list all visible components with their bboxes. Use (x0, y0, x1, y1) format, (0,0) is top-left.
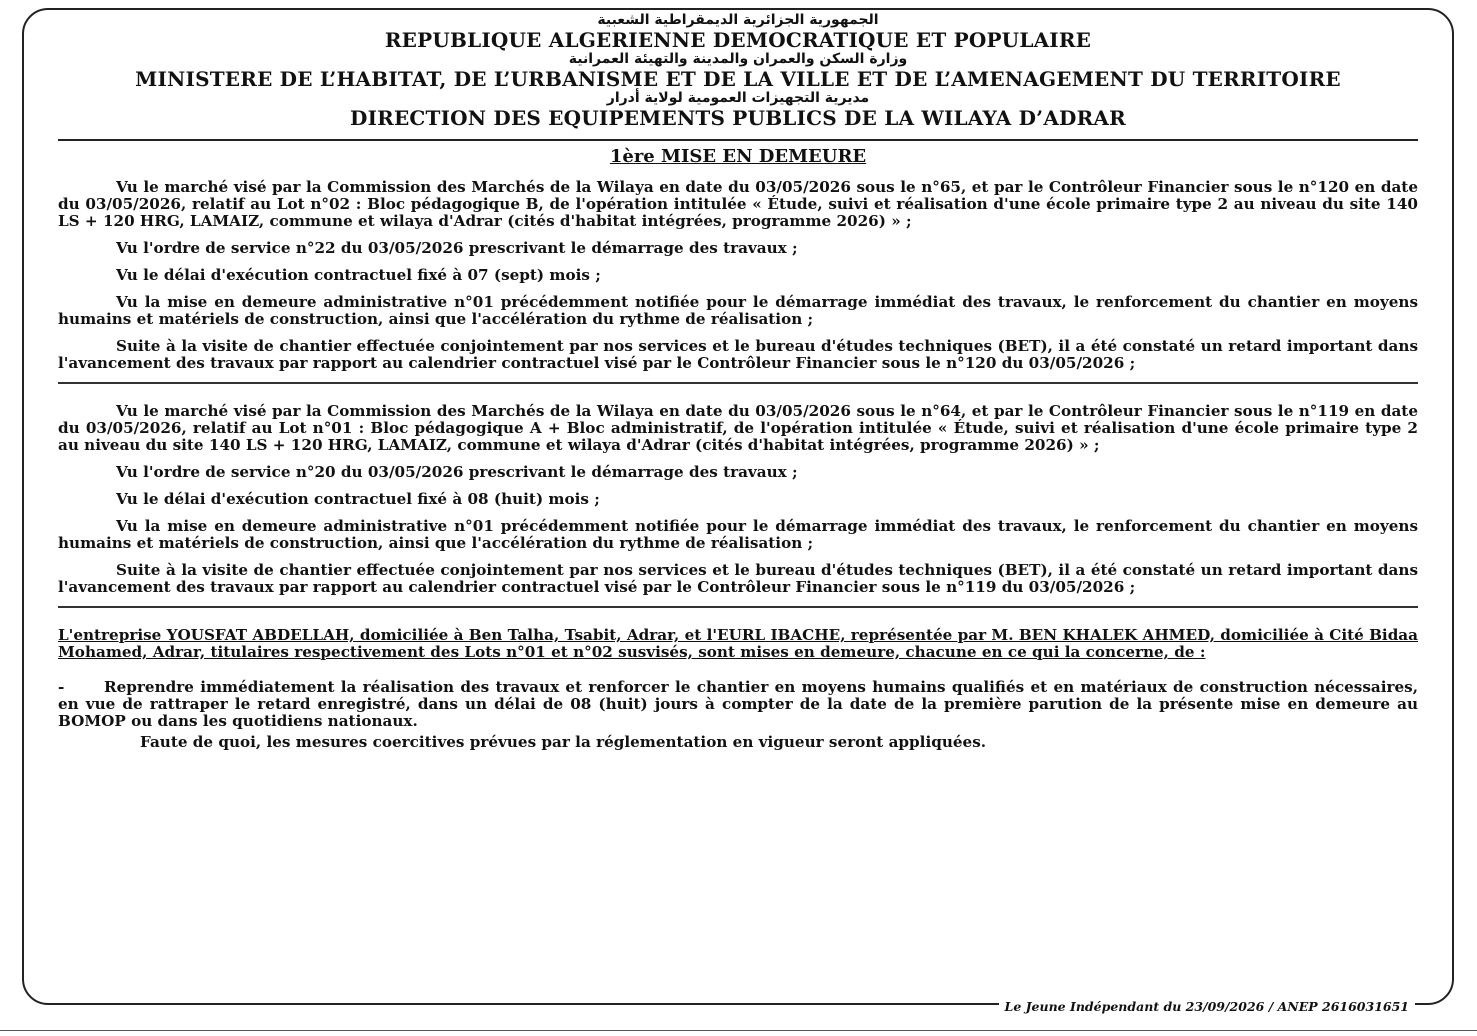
bullet-dash: - (58, 678, 65, 696)
french-ministry-line: MINISTERE DE L’HABITAT, DE L’URBANISME ET DE LA VILLE ET DE L’AMENAGEMENT DU TERRITOIRE (135, 67, 1341, 91)
lot-02-site-visit: Suite à la visite de chantier effectuée conjointement par nos services et le bureau d'études techniques (BET), il a été constaté un retard important dans l'avancement des travaux par rapport au calendrier contractuel visé par le Contrôleur Financier sous le n°120 du 03/05/2026 ; (58, 337, 1418, 372)
lot-01-market-paragraph: Vu le marché visé par la Commission des Marchés de la Wilaya en date du 03/05/2026 sous le n°64, et par le Contrôleur Financier sous le n°119 en date du 03/05/2026, relatif au Lot n°01 : Bloc pédagogique A + Bloc administratif, de l'opération intitulée « Étude, suivi et réalisation d'une école primaire type 2 au niveau du site 140 LS + 120 HRG, LAMAIZ, commune et wilaya d'Adrar (cités d'habitat intégrées, programme 2026) » ; (58, 402, 1418, 454)
lot-02-service-order: Vu l'ordre de service n°22 du 03/05/2026 prescrivant le démarrage des travaux ; (116, 239, 798, 257)
lot-01-section (58, 403, 1418, 596)
section-divider (58, 382, 1418, 384)
closing-sentence: Faute de quoi, les mesures coercitives prévues par la réglementation en vigueur seront appliquées. (140, 733, 987, 751)
publication-footer: Le Jeune Indépendant du 23/09/2026 / ANEP 2616031651 (999, 999, 1415, 1014)
lot-01-deadline: Vu le délai d'exécution contractuel fixé à 08 (huit) mois ; (116, 490, 600, 508)
letterhead (58, 12, 1418, 129)
lot-01-site-visit: Suite à la visite de chantier effectuée conjointement par nos services et le bureau d'études techniques (BET), il a été constaté un retard important dans l'avancement des travaux par rapport au calendrier contractuel visé par le Contrôleur Financier sous le n°119 du 03/05/2026 ; (58, 561, 1418, 596)
arabic-ministry-line: وزارة السكن والعمران والمدينة والتهيئة العمرانية (568, 51, 908, 67)
contractors-notice: L'entreprise YOUSFAT ABDELLAH, domiciliée à Ben Talha, Tsabit, Adrar, et l'EURL IBACHE, représentée par M. BEN KHALEK AHMED, domiciliée à Cité Bidaa Mohamed, Adrar, titulaires respectivement des Lots n°01 et n°02 susvisés, sont mises en demeure, chacune en ce qui la concerne, de : (58, 626, 1418, 661)
arabic-republic-line: الجمهورية الجزائرية الديمقراطية الشعبية (597, 12, 879, 28)
demand-text: Reprendre immédiatement la réalisation des travaux et renforcer le chantier en moyens humains qualifiés et en matériaux de construction nécessaires, en vue de rattraper le retard enregistré, dans un délai de 08 (huit) jours à compter de la date de la première parution de la présente mise en demeure au BOMOP ou dans les quotidiens nationaux. (58, 678, 1418, 730)
french-republic-line: REPUBLIQUE ALGERIENNE DEMOCRATIQUE ET POPULAIRE (384, 28, 1092, 52)
page-bottom-rule (0, 1030, 1477, 1031)
lot-01-service-order: Vu l'ordre de service n°20 du 03/05/2026 prescrivant le démarrage des travaux ; (116, 463, 798, 481)
lot-02-market-paragraph: Vu le marché visé par la Commission des Marchés de la Wilaya en date du 03/05/2026 sous le n°65, et par le Contrôleur Financier sous le n°120 en date du 03/05/2026, relatif au Lot n°02 : Bloc pédagogique B, de l'opération intitulée « Étude, suivi et réalisation d'une école primaire type 2 au niveau du site 140 LS + 120 HRG, LAMAIZ, commune et wilaya d'Adrar (cités d'habitat intégrées, programme 2026) » ; (58, 178, 1418, 230)
french-direction-line: DIRECTION DES EQUIPEMENTS PUBLICS DE LA WILAYA D’ADRAR (350, 106, 1126, 130)
lot-02-deadline: Vu le délai d'exécution contractuel fixé à 07 (sept) mois ; (116, 266, 601, 284)
lot-02-prior-notice: Vu la mise en demeure administrative n°01 précédemment notifiée pour le démarrage immédiat des travaux, le renforcement du chantier en moyens humains et matériels de construction, ainsi que l'accélération du rythme de réalisation ; (58, 293, 1418, 328)
arabic-direction-line: مديرية التجهيزات العمومية لولاية أدرار (606, 90, 870, 106)
header-divider (58, 139, 1418, 141)
lot-02-section (58, 179, 1418, 372)
lot-01-prior-notice: Vu la mise en demeure administrative n°01 précédemment notifiée pour le démarrage immédiat des travaux, le renforcement du chantier en moyens humains et matériels de construction, ainsi que l'accélération du rythme de réalisation ; (58, 517, 1418, 552)
section-divider (58, 606, 1418, 608)
mise-en-demeure-notice (58, 12, 1418, 761)
notice-title: 1ère MISE EN DEMEURE (609, 146, 867, 167)
demand-bullet (58, 679, 1418, 734)
